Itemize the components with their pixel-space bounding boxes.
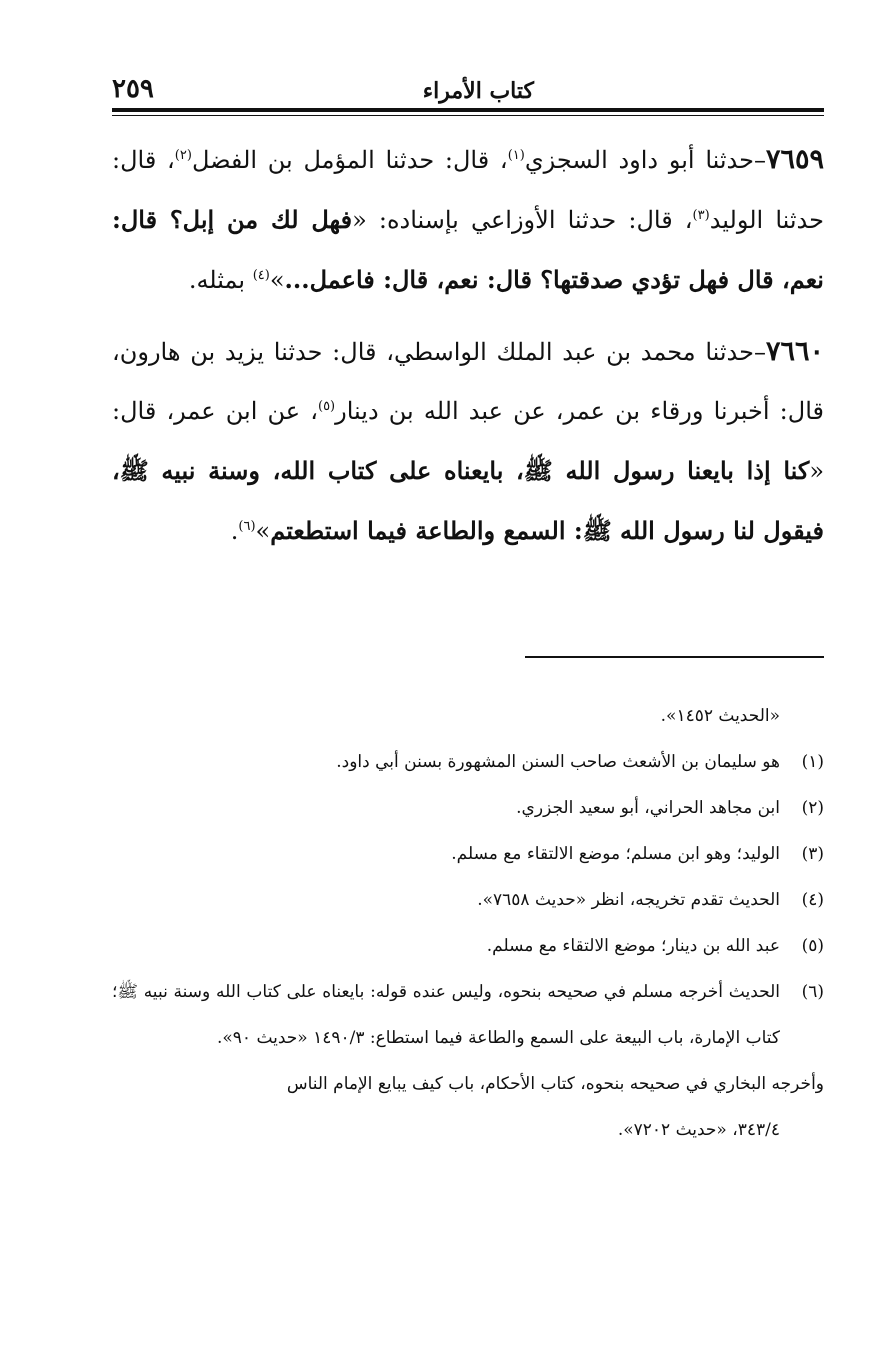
hadith-matn: فهل لك من إبل؟ قال: نعم، قال فهل تؤدي صدقتها؟ قال: نعم، قال: فاعمل... [112,205,824,294]
hadith-number: ٧٦٦٠ [765,336,824,367]
header-rule-thin [112,115,824,116]
hadith-text: » [255,517,271,545]
footnote-text: الوليد؛ وهو ابن مسلم؛ موضع الالتقاء مع مسلم. [451,844,780,864]
footnotes [112,693,824,1153]
hadith-text: بمثله. [188,266,253,294]
footnote-text: ابن مجاهد الحراني، أبو سعيد الجزري. [516,798,780,818]
footnote-marker: (٦) [801,982,824,1002]
footnote-text: الحديث تقدم تخريجه، انظر «حديث ٧٦٥٨». [477,890,780,910]
hadith-7659 [112,130,824,310]
footnote-item [112,923,824,969]
footnote-text: عبد الله بن دينار؛ موضع الالتقاء مع مسلم. [486,936,780,956]
hadith-7660 [112,322,824,561]
footnote-ref: (٦) [238,519,256,534]
footnote-ref: (٤) [252,268,270,283]
hadith-text: ، قال: حدثنا الوليد [112,146,824,234]
page-header [112,70,824,110]
footnote-item [112,785,824,831]
page-number: ٢٥٩ [112,74,154,104]
hadith-text: ، قال: حدثنا المؤمل بن الفضل [191,146,508,174]
header-rule-thick [112,108,824,112]
footnote-text: هو سليمان بن الأشعث صاحب السنن المشهورة بسنن أبي داود. [336,752,780,772]
footnote-ref: (٢) [174,148,192,163]
footnote-marker: (٤) [801,890,824,910]
hadith-text: . [230,517,239,545]
hadith-number: ٧٦٥٩ [766,144,825,175]
footnote-item [112,739,824,785]
hadith-text: ، قال: حدثنا الأوزاعي بإسناده: « [352,206,693,234]
footnote-marker: (١) [801,752,824,772]
footnote-additional [112,1061,824,1153]
hadith-text: » [269,266,285,294]
footnote-ref: (١) [507,148,525,163]
main-text [112,130,824,561]
footnote-item [112,969,824,1061]
footnote-item [112,831,824,877]
footnote-separator [525,656,824,658]
hadith-matn: كنا إذا بايعنا رسول الله ﷺ، بايعناه على كتاب الله، وسنة نبيه ﷺ، فيقول لنا رسول الله ﷺ: السمع والطاعة فيما استطعتم [112,456,824,545]
footnote-marker: (٣) [801,844,824,864]
chapter-title: كتاب الأمراء [422,78,534,104]
hadith-text: –حدثنا أبو داود السجزي [524,146,766,174]
hadith-text: ، عن ابن عمر، قال: « [112,397,824,485]
footnote-text: الحديث أخرجه مسلم في صحيحه بنحوه، وليس عنده قوله: بايعناه على كتاب الله وسنة نبيه ﷺ؛ كتاب الإمارة، باب البيعة على السمع والطاعة فيما استطاع: ١٤٩٠/٣ «حديث ٩٠». [112,982,780,1048]
footnote-ref: (٣) [692,208,710,223]
footnote-marker: (٢) [801,798,824,818]
hadith-text: –حدثنا محمد بن عبد الملك الواسطي، قال: حدثنا يزيد بن هارون، قال: أخبرنا ورقاء بن عمر، عن عبد الله بن دينار [112,338,824,425]
footnote-item [112,877,824,923]
footnote-additional-ref: ٣٤٣/٤، «حديث ٧٢٠٢». [617,1120,780,1140]
footnote-continuation: «الحديث ١٤٥٢». [660,706,780,726]
footnote-marker: (٥) [801,936,824,956]
footnote-additional-text: وأخرجه البخاري في صحيحه بنحوه، كتاب الأحكام، باب كيف يبايع الإمام الناس [286,1074,824,1094]
footnote-ref: (٥) [317,399,336,414]
